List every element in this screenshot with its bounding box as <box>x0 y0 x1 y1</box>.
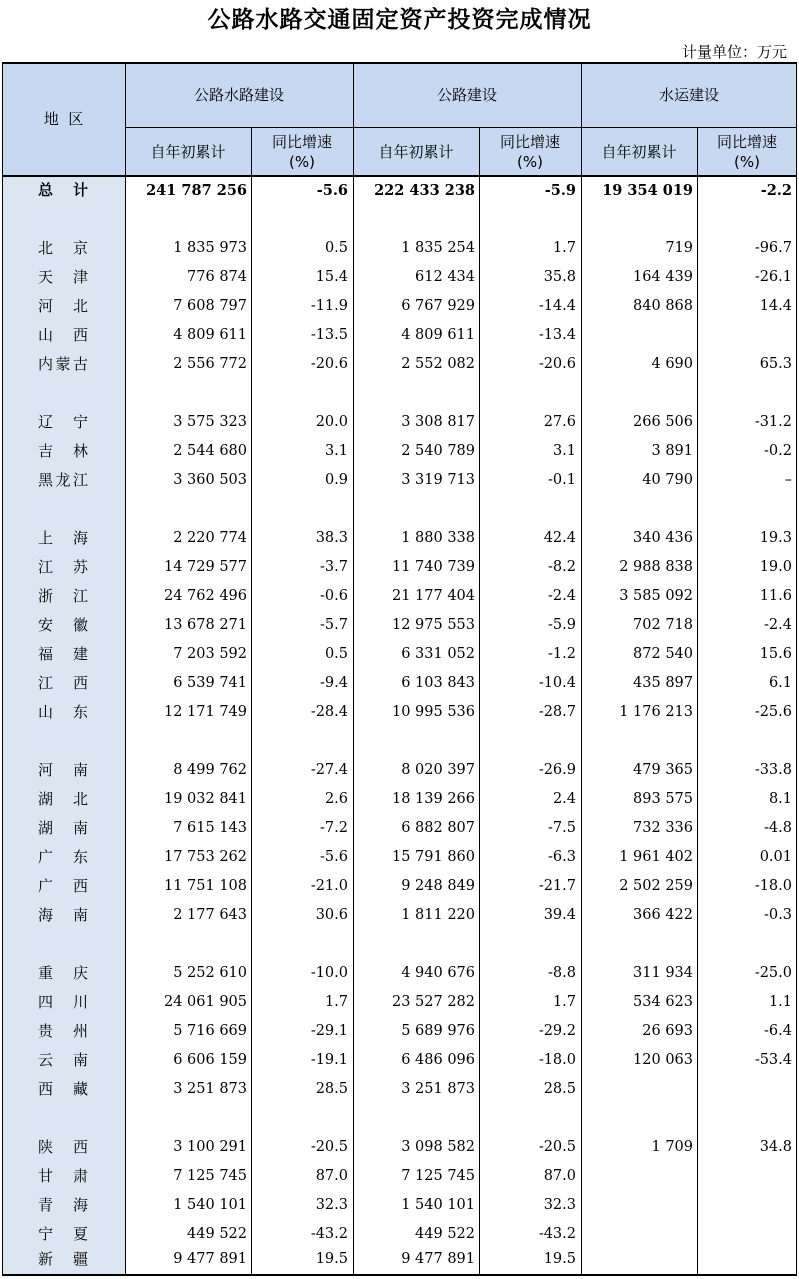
cell-g2: -21.7 <box>538 878 576 894</box>
header-growth-2 <box>479 128 581 176</box>
cell-v1: 2 544 680 <box>173 443 247 459</box>
cell-v2: 3 251 873 <box>401 1081 475 1097</box>
cell-v2: 1 811 220 <box>401 907 475 923</box>
cell-v3: 40 790 <box>642 472 693 488</box>
cell-g1: 0.9 <box>324 472 348 488</box>
cell-v3: 1 176 213 <box>619 704 693 720</box>
cell-g2: -29.2 <box>538 1023 576 1039</box>
cell-v2: 10 995 536 <box>391 704 475 720</box>
cell-g3 <box>697 321 792 350</box>
header-growth-2-label: 同比增速 <box>499 133 560 151</box>
header-growth-1 <box>251 128 353 176</box>
table-title: 公路水路交通固定资产投资完成情况 <box>207 7 592 33</box>
cell-g2: -1.2 <box>548 646 576 662</box>
header-cumulative-2: 自年初累计 <box>378 143 454 161</box>
cell-v1: 9 477 891 <box>173 1251 247 1267</box>
border-right <box>796 62 797 1276</box>
cell-region: 总 计 <box>38 181 88 199</box>
cell-v1: 7 615 143 <box>173 820 247 836</box>
cell-v1: 5 252 610 <box>173 965 247 981</box>
cell-g3: -53.4 <box>754 1052 792 1068</box>
cell-g3: 0.01 <box>759 849 792 865</box>
cell-v3: 893 575 <box>633 791 693 807</box>
cell-v2: 9 477 891 <box>401 1251 475 1267</box>
cell-v1: 24 061 905 <box>163 994 247 1010</box>
cell-v3: 872 540 <box>633 646 693 662</box>
cell-g1: -20.5 <box>310 1139 348 1155</box>
cell-g3: 11.6 <box>759 588 792 604</box>
cell-region: 新 疆 <box>38 1250 88 1268</box>
cell-v1: 3 251 873 <box>173 1081 247 1097</box>
cell-g3: -6.4 <box>764 1023 792 1039</box>
cell-region: 安 徽 <box>38 616 88 634</box>
cell-g3: -2.2 <box>760 182 792 199</box>
cell-g1: 28.5 <box>315 1081 348 1097</box>
cell-g2: -20.5 <box>538 1139 576 1155</box>
cell-v3: 479 365 <box>633 762 693 778</box>
cell-region: 上 海 <box>38 529 88 547</box>
cell-g1: -3.7 <box>320 559 348 575</box>
cell-v3: 1 961 402 <box>619 849 693 865</box>
cell-v1: 2 220 774 <box>173 530 247 546</box>
cell-v2: 6 882 807 <box>401 820 475 836</box>
cell-region: 广 东 <box>38 848 88 866</box>
cell-v3: 164 439 <box>633 269 693 285</box>
cell-v2: 449 522 <box>415 1226 475 1242</box>
investment-table <box>2 62 797 1276</box>
header-growth-2-unit: (%) <box>517 153 543 171</box>
cell-g3: -25.0 <box>754 965 792 981</box>
cell-g1: -20.6 <box>310 356 348 372</box>
cell-v2: 2 540 789 <box>401 443 475 459</box>
cell-g1: 0.5 <box>324 646 348 662</box>
cell-region: 湖 北 <box>38 790 88 808</box>
cell-v1: 241 787 256 <box>146 182 247 199</box>
cell-g1: -29.1 <box>310 1023 348 1039</box>
cell-region: 内蒙古 <box>38 355 88 373</box>
cell-v3 <box>581 1075 693 1104</box>
cell-g3: 19.0 <box>759 559 792 575</box>
cell-g3: -33.8 <box>754 762 792 778</box>
cell-v3: 2 502 259 <box>619 878 693 894</box>
cell-g2: 39.4 <box>543 907 576 923</box>
cell-v1: 24 762 496 <box>163 588 247 604</box>
cell-g2: 32.3 <box>543 1197 576 1213</box>
header-cumulative-3: 自年初累计 <box>601 143 677 161</box>
cell-v1: 13 678 271 <box>163 617 247 633</box>
cell-v1: 3 100 291 <box>173 1139 247 1155</box>
cell-g3: 8.1 <box>768 791 792 807</box>
cell-v3: 366 422 <box>633 907 693 923</box>
cell-v3: 311 934 <box>633 965 693 981</box>
cell-region: 福 建 <box>38 645 88 663</box>
cell-v1: 11 751 108 <box>163 878 247 894</box>
cell-v1: 8 499 762 <box>173 762 247 778</box>
cell-v1: 17 753 262 <box>163 849 247 865</box>
cell-g2: 27.6 <box>543 414 576 430</box>
cell-region: 河 北 <box>38 297 88 315</box>
cell-v3: 2 988 838 <box>619 559 693 575</box>
cell-v3: 4 690 <box>651 356 693 372</box>
cell-region: 山 东 <box>38 703 88 721</box>
cell-v1: 776 874 <box>187 269 247 285</box>
cell-v2: 6 331 052 <box>401 646 475 662</box>
cell-v3: 3 585 092 <box>619 588 693 604</box>
cell-region: 江 西 <box>38 674 88 692</box>
cell-g3: 15.6 <box>759 646 792 662</box>
cell-v2: 6 103 843 <box>401 675 475 691</box>
cell-region: 天 津 <box>38 268 88 286</box>
cell-g1: -19.1 <box>310 1052 348 1068</box>
cell-region: 浙 江 <box>38 587 88 605</box>
cell-region: 西 藏 <box>38 1080 88 1098</box>
cell-g3: 14.4 <box>759 298 792 314</box>
cell-g3 <box>697 1245 792 1274</box>
cell-g2: 42.4 <box>543 530 576 546</box>
cell-g2: 35.8 <box>543 269 576 285</box>
cell-g2: -7.5 <box>548 820 576 836</box>
cell-v1: 2 177 643 <box>173 907 247 923</box>
cell-v1: 7 125 745 <box>173 1168 247 1184</box>
cell-g3: -26.1 <box>754 269 792 285</box>
cell-g2: 1.7 <box>552 994 576 1010</box>
cell-g1: 19.5 <box>315 1251 348 1267</box>
cell-g1: -27.4 <box>310 762 348 778</box>
cell-v3: 840 868 <box>633 298 693 314</box>
cell-v1: 6 539 741 <box>173 675 247 691</box>
cell-g3: -4.8 <box>764 820 792 836</box>
cell-v2: 21 177 404 <box>391 588 475 604</box>
cell-g3: -31.2 <box>754 414 792 430</box>
cell-g1: -7.2 <box>320 820 348 836</box>
header-cumulative-1: 自年初累计 <box>150 143 226 161</box>
cell-region: 贵 州 <box>38 1022 88 1040</box>
cell-g2: -43.2 <box>538 1226 576 1242</box>
border-top <box>2 62 797 64</box>
cell-v3: 266 506 <box>633 414 693 430</box>
cell-v2: 6 767 929 <box>401 298 475 314</box>
cell-g1: -9.4 <box>320 675 348 691</box>
border-bottom <box>2 1274 797 1276</box>
cell-g2: -20.6 <box>538 356 576 372</box>
cell-v2: 1 835 254 <box>401 240 475 256</box>
cell-v2: 4 809 611 <box>401 327 475 343</box>
cell-v1: 449 522 <box>187 1226 247 1242</box>
cell-g1: -11.9 <box>310 298 348 314</box>
cell-g1: -13.5 <box>310 327 348 343</box>
cell-g2: -28.7 <box>538 704 576 720</box>
cell-g3: -96.7 <box>754 240 792 256</box>
cell-v3: 3 891 <box>651 443 693 459</box>
cell-g1: 32.3 <box>315 1197 348 1213</box>
cell-g1: 2.6 <box>324 791 348 807</box>
cell-v3: 732 336 <box>633 820 693 836</box>
cell-v1: 3 360 503 <box>173 472 247 488</box>
cell-g3: – <box>784 472 792 488</box>
cell-v3 <box>581 1162 693 1191</box>
cell-g2: -26.9 <box>538 762 576 778</box>
cell-v3: 435 897 <box>633 675 693 691</box>
cell-g3: 19.3 <box>759 530 792 546</box>
cell-region: 黑龙江 <box>38 471 88 489</box>
cell-g3: -0.3 <box>764 907 792 923</box>
cell-g1: 38.3 <box>315 530 348 546</box>
header-group-highway-waterway: 公路水路建设 <box>193 86 284 104</box>
cell-g3: 1.1 <box>768 994 792 1010</box>
cell-v2: 222 433 238 <box>374 182 475 199</box>
cell-g3: 6.1 <box>768 675 792 691</box>
unit-label: 计量单位：万元 <box>681 43 787 61</box>
cell-v1: 1 835 973 <box>173 240 247 256</box>
cell-v2: 9 248 849 <box>401 878 475 894</box>
header-growth-3-label: 同比增速 <box>716 133 777 151</box>
cell-region: 云 南 <box>38 1051 88 1069</box>
cell-v1: 3 575 323 <box>173 414 247 430</box>
cell-g1: 1.7 <box>324 994 348 1010</box>
cell-g2: 28.5 <box>543 1081 576 1097</box>
header-growth-3-unit: (%) <box>734 153 760 171</box>
cell-g1: -28.4 <box>310 704 348 720</box>
cell-v3 <box>581 1191 693 1220</box>
cell-v2: 2 552 082 <box>401 356 475 372</box>
cell-region: 吉 林 <box>38 442 88 460</box>
cell-g2: 2.4 <box>552 791 576 807</box>
cell-v1: 4 809 611 <box>173 327 247 343</box>
cell-region: 甘 肃 <box>38 1167 88 1185</box>
cell-g2: -6.3 <box>548 849 576 865</box>
cell-g1: 87.0 <box>315 1168 348 1184</box>
cell-v1: 12 171 749 <box>163 704 247 720</box>
cell-g1: 15.4 <box>315 269 348 285</box>
cell-g1: -5.7 <box>320 617 348 633</box>
cell-g3 <box>697 1162 792 1191</box>
cell-g1: -5.6 <box>320 849 348 865</box>
cell-v3: 120 063 <box>633 1052 693 1068</box>
border-left <box>2 62 3 1276</box>
cell-v1: 2 556 772 <box>173 356 247 372</box>
cell-g3: 34.8 <box>759 1139 792 1155</box>
header-region: 地 区 <box>43 110 84 128</box>
cell-g2: -0.1 <box>548 472 576 488</box>
cell-v1: 1 540 101 <box>173 1197 247 1213</box>
cell-v3: 719 <box>665 240 693 256</box>
cell-v2: 4 940 676 <box>401 965 475 981</box>
cell-g2: 19.5 <box>543 1251 576 1267</box>
cell-v2: 6 486 096 <box>401 1052 475 1068</box>
cell-g1: 3.1 <box>324 443 348 459</box>
cell-g2: -18.0 <box>538 1052 576 1068</box>
cell-v2: 23 527 282 <box>391 994 475 1010</box>
cell-g3: -2.4 <box>764 617 792 633</box>
cell-g2: 1.7 <box>552 240 576 256</box>
cell-region: 辽 宁 <box>38 413 88 431</box>
cell-region: 北 京 <box>38 239 88 257</box>
cell-g1: -43.2 <box>310 1226 348 1242</box>
cell-v2: 1 880 338 <box>401 530 475 546</box>
cell-v3: 534 623 <box>633 994 693 1010</box>
cell-g3: -25.6 <box>754 704 792 720</box>
cell-v2: 1 540 101 <box>401 1197 475 1213</box>
cell-v3: 19 354 019 <box>602 182 693 199</box>
cell-region: 宁 夏 <box>38 1225 88 1243</box>
cell-v3: 340 436 <box>633 530 693 546</box>
cell-v1: 5 716 669 <box>173 1023 247 1039</box>
cell-v3: 26 693 <box>642 1023 693 1039</box>
cell-v2: 3 319 713 <box>401 472 475 488</box>
cell-v3: 1 709 <box>651 1139 693 1155</box>
cell-g1: -10.0 <box>310 965 348 981</box>
cell-g2: -2.4 <box>548 588 576 604</box>
header-group-highway: 公路建设 <box>436 86 497 104</box>
cell-v1: 7 608 797 <box>173 298 247 314</box>
cell-g1: -0.6 <box>320 588 348 604</box>
cell-g2: -10.4 <box>538 675 576 691</box>
cell-region: 海 南 <box>38 906 88 924</box>
cell-region: 江 苏 <box>38 558 88 576</box>
cell-v1: 6 606 159 <box>173 1052 247 1068</box>
cell-v3 <box>581 321 693 350</box>
cell-g1: -21.0 <box>310 878 348 894</box>
cell-v2: 612 434 <box>415 269 475 285</box>
cell-v1: 7 203 592 <box>173 646 247 662</box>
cell-region: 山 西 <box>38 326 88 344</box>
cell-v1: 19 032 841 <box>163 791 247 807</box>
cell-region: 四 川 <box>38 993 88 1011</box>
cell-v2: 11 740 739 <box>391 559 475 575</box>
cell-g3 <box>697 1191 792 1220</box>
cell-v2: 3 098 582 <box>401 1139 475 1155</box>
cell-v2: 3 308 817 <box>401 414 475 430</box>
cell-v3: 702 718 <box>633 617 693 633</box>
cell-g3 <box>697 1075 792 1104</box>
cell-g3: -18.0 <box>754 878 792 894</box>
cell-g2: 87.0 <box>543 1168 576 1184</box>
cell-v2: 15 791 860 <box>391 849 475 865</box>
cell-region: 河 南 <box>38 761 88 779</box>
cell-g1: 20.0 <box>315 414 348 430</box>
header-group-waterway: 水运建设 <box>658 86 719 104</box>
cell-g1: 30.6 <box>315 907 348 923</box>
cell-v2: 8 020 397 <box>401 762 475 778</box>
cell-g2: 3.1 <box>552 443 576 459</box>
header-growth-1-unit: (%) <box>289 153 315 171</box>
cell-region: 陕 西 <box>38 1138 88 1156</box>
header-growth-1-label: 同比增速 <box>271 133 332 151</box>
header-growth-3 <box>697 128 797 176</box>
cell-g2: -13.4 <box>538 327 576 343</box>
cell-g2: -5.9 <box>544 182 576 199</box>
cell-g2: -8.8 <box>548 965 576 981</box>
cell-g2: -5.9 <box>548 617 576 633</box>
cell-v2: 7 125 745 <box>401 1168 475 1184</box>
cell-g2: -8.2 <box>548 559 576 575</box>
cell-g3: -0.2 <box>764 443 792 459</box>
cell-g2: -14.4 <box>538 298 576 314</box>
cell-g1: -5.6 <box>316 182 348 199</box>
cell-region: 广 西 <box>38 877 88 895</box>
cell-v2: 18 139 266 <box>391 791 475 807</box>
cell-region: 湖 南 <box>38 819 88 837</box>
cell-v1: 14 729 577 <box>163 559 247 575</box>
cell-v2: 12 975 553 <box>391 617 475 633</box>
cell-g1: 0.5 <box>324 240 348 256</box>
cell-v3 <box>581 1245 693 1274</box>
cell-v2: 5 689 976 <box>401 1023 475 1039</box>
cell-g3: 65.3 <box>759 356 792 372</box>
cell-region: 青 海 <box>38 1196 88 1214</box>
cell-region: 重 庆 <box>38 964 88 982</box>
